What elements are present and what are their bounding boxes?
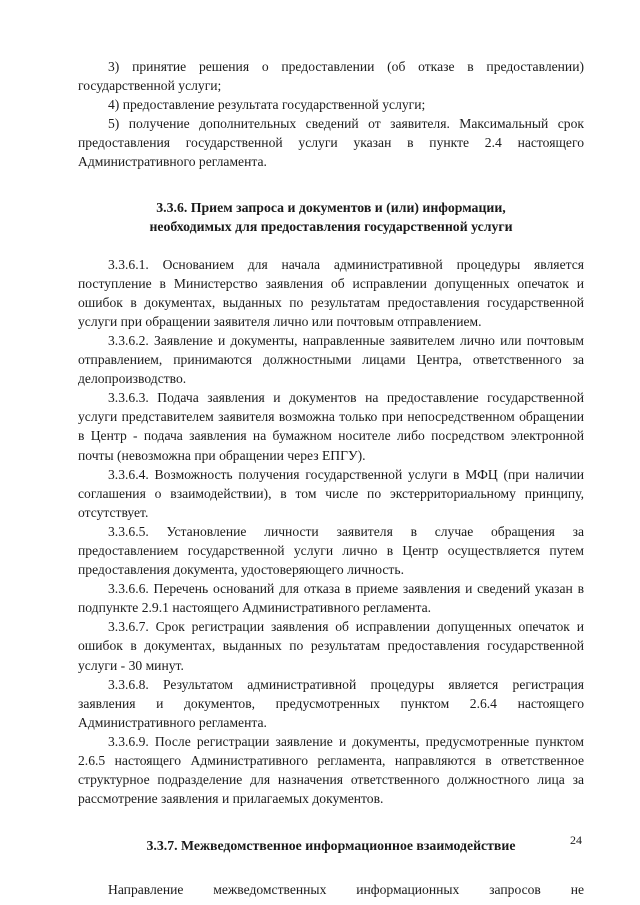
paragraph-3-3-6-9: 3.3.6.9. После регистрации заявление и документы, предусмотренные пунктом 2.6.5 настоящего Административного регламента, направляются в ответственное структурное подразделение для назначения ответственного должностного лица за рассмотрение заявления и прилагаемых документов. xyxy=(78,733,584,807)
section-3-3-7-heading: 3.3.7. Межведомственное информационное взаимодействие xyxy=(146,838,516,854)
paragraph-3-3-6-8: 3.3.6.8. Результатом административной процедуры является регистрация заявления и документов, предусмотренных пунктом 2.6.4 настоящего Административного регламента. xyxy=(78,676,584,730)
section-heading-line: необходимых для предоставления государственной услуги xyxy=(149,219,513,235)
paragraph-3-3-6-2: 3.3.6.2. Заявление и документы, направленные заявителем лично или почтовым отправлением, принимаются должностными лицами Центра, ответственного за делопроизводство. xyxy=(78,332,584,387)
page-number: 24 xyxy=(570,833,582,847)
paragraph-3-3-6-6: 3.3.6.6. Перечень оснований для отказа в приеме заявления и сведений указан в подпункте 2.9.1 настоящего Административного регламента. xyxy=(78,581,584,616)
paragraph-3-3-6-4: 3.3.6.4. Возможность получения государственной услуги в МФЦ (при наличии соглашения о взаимодействии), в том числе по экстерриториальному принципу, отсутствует. xyxy=(78,466,584,520)
section-3-3-6-heading xyxy=(78,198,584,237)
document-body xyxy=(78,57,584,899)
paragraph-3-3-6-1: 3.3.6.1. Основанием для начала административной процедуры является поступление в Министерство заявления об исправлении допущенных опечаток и ошибок в документах, выданных по результатам предоставления государственной услуги при обращении заявителя лично или почтовым отправлением. xyxy=(78,256,584,329)
paragraph-3-3-6-3: 3.3.6.3. Подача заявления и документов на предоставление государственной услуги представителем заявителя возможна только при непосредственном обращении в Центр - подача заявления на бумажном носителе либо посредством электронной почты (невозможна при обращении через ЕПГУ). xyxy=(78,390,584,463)
section-heading-line: 3.3.6. Прием запроса и документов и (или) информации, xyxy=(156,199,506,215)
list-item-5: 5) получение дополнительных сведений от заявителя. Максимальный срок предоставления государственной услуги указан в пункте 2.4 настоящего Административного регламента. xyxy=(78,116,584,170)
paragraph-3-3-6-7: 3.3.6.7. Срок регистрации заявления об исправлении допущенных опечаток и ошибок в документах, выданных по результатам предоставления государственной услуги - 30 минут. xyxy=(78,619,584,673)
paragraph-3-3-6-5: 3.3.6.5. Установление личности заявителя в случае обращения за предоставлением государственной услуги лично в Центр осуществляется путем предоставления документа, удостоверяющего личность. xyxy=(78,523,584,578)
list-item-3: 3) принятие решения о предоставлении (об отказе в предоставлении) государственной услуги; xyxy=(78,59,584,94)
paragraph-3-3-7-start: Направление межведомственных информационных запросов не xyxy=(108,881,584,897)
list-item-4: 4) предоставление результата государственной услуги; xyxy=(108,97,426,113)
